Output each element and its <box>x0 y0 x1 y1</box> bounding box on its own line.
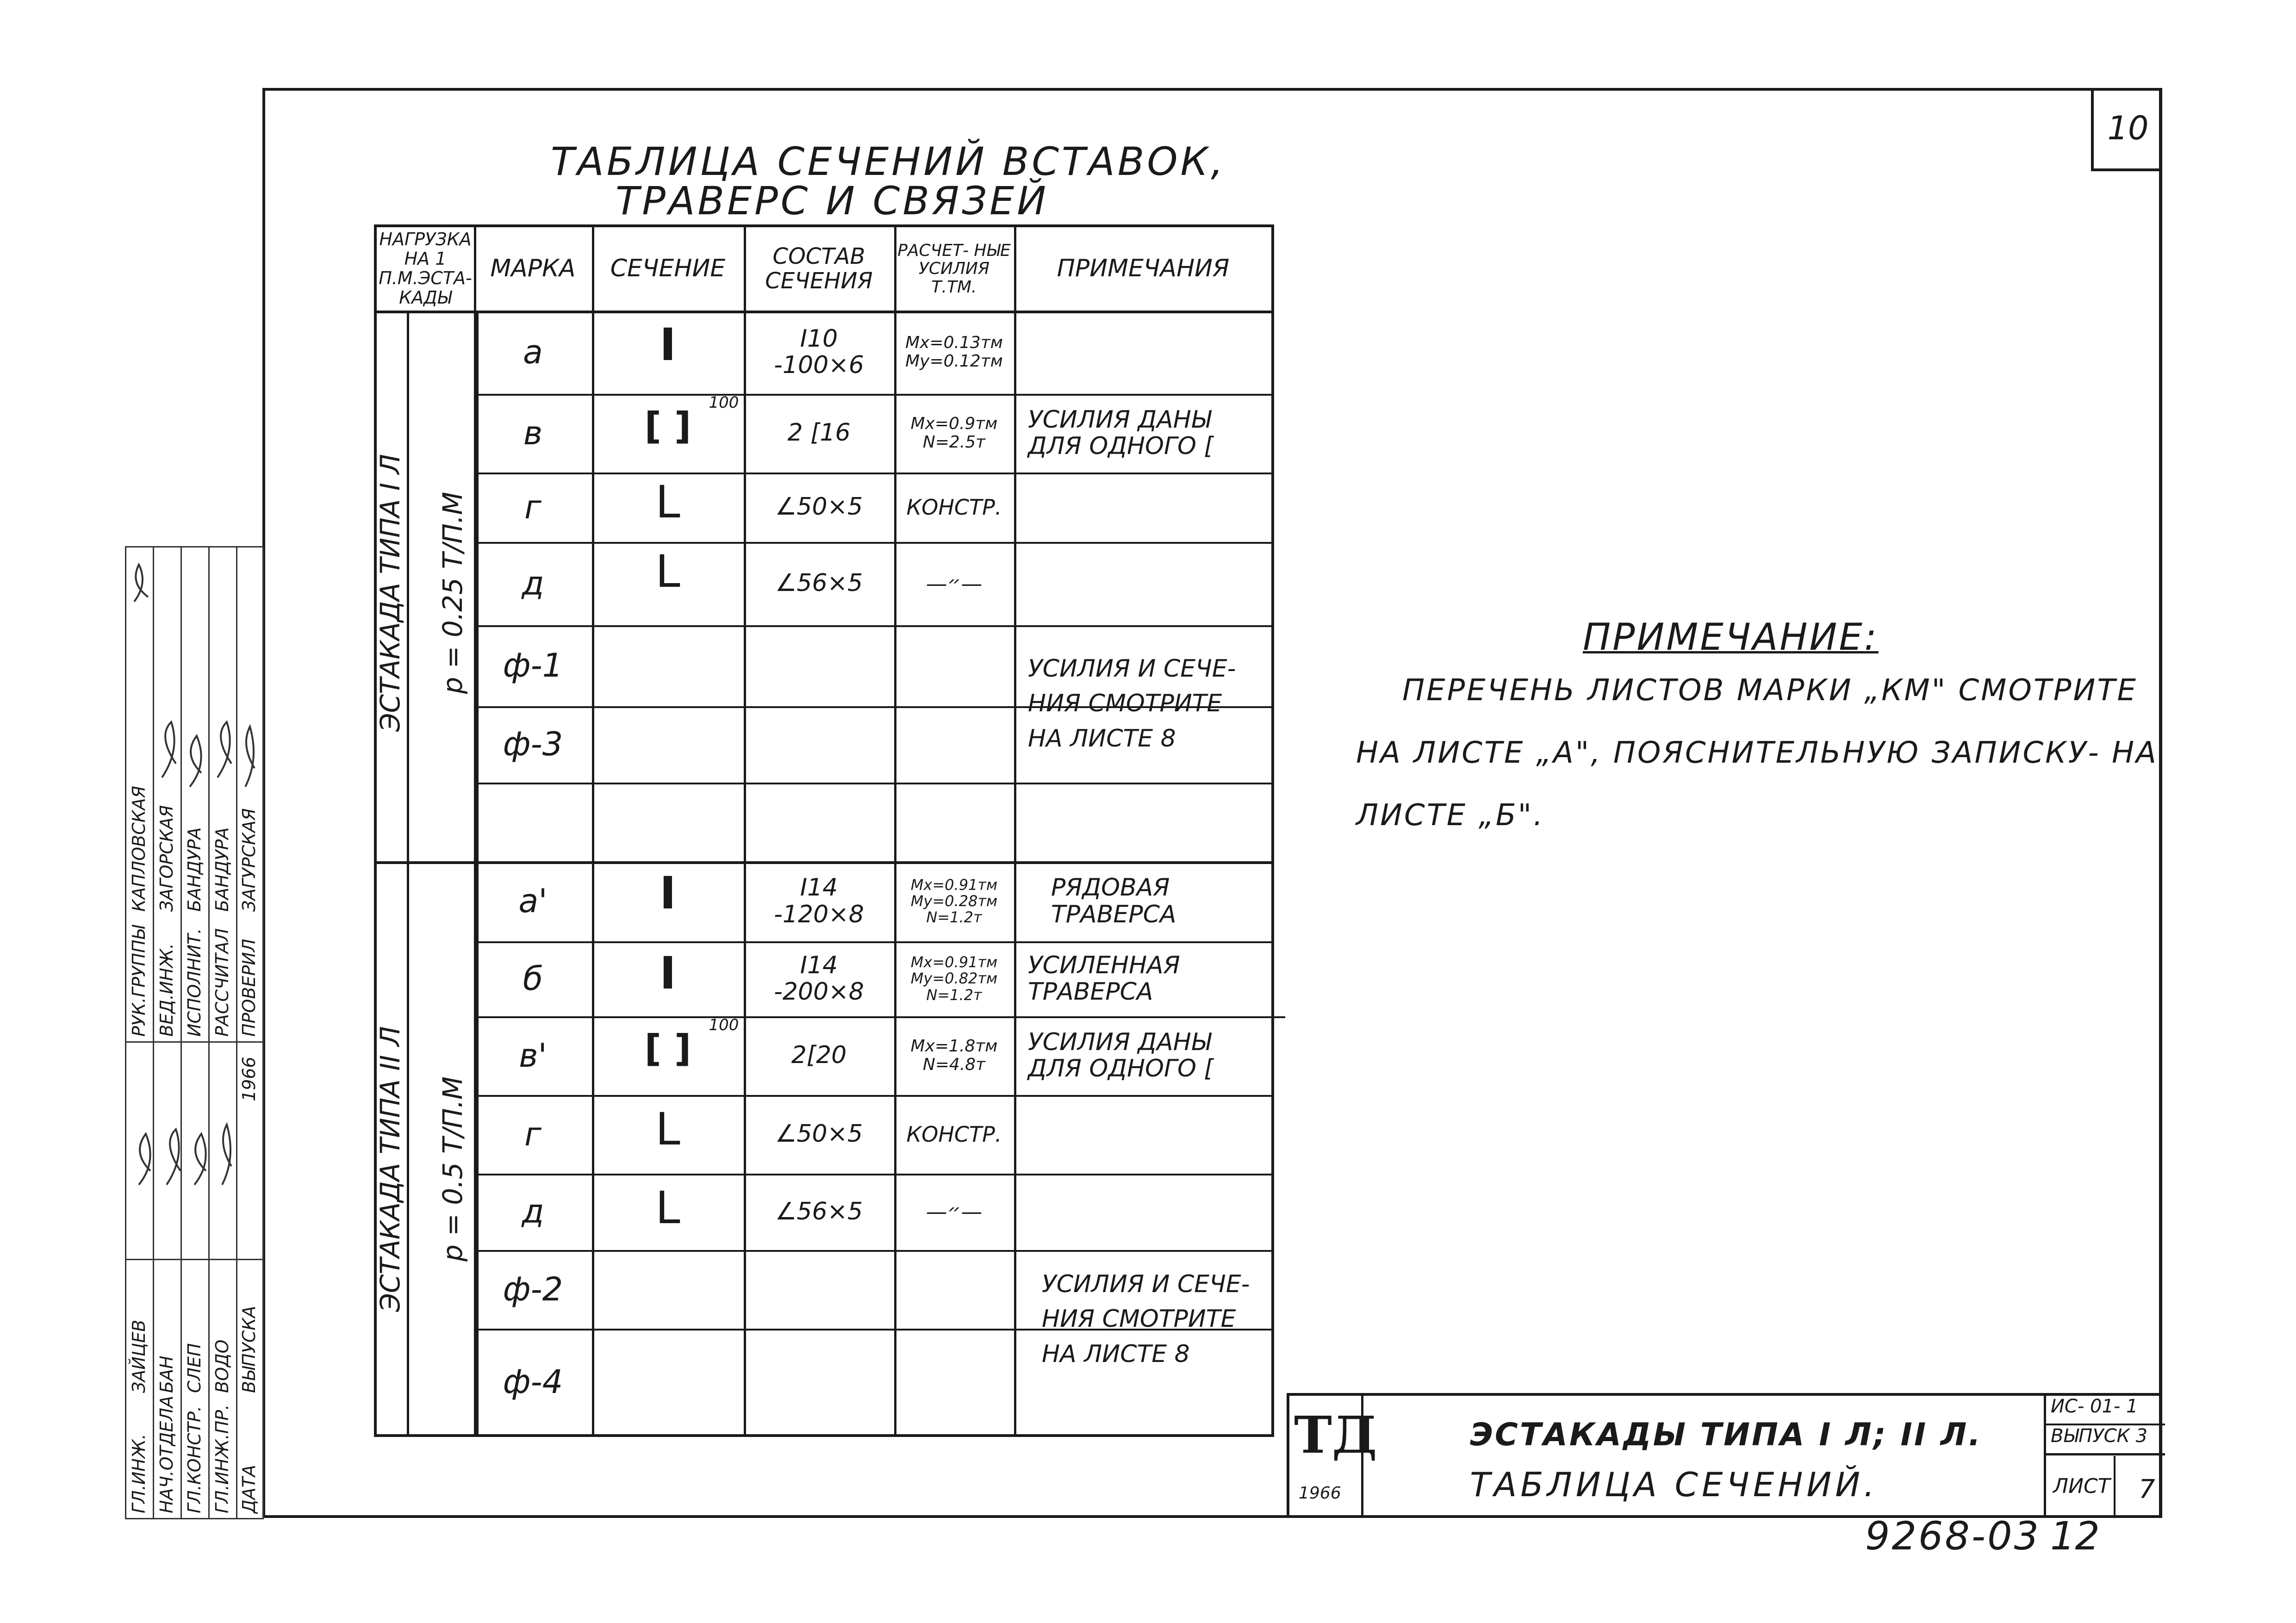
row-composition: ∠50×5 <box>775 1120 863 1148</box>
row-note <box>1014 311 1272 394</box>
doc-page: 12 <box>2050 1513 2100 1559</box>
row-forces: КОНСТР. <box>906 1121 1002 1147</box>
row-mark: ф-4 <box>503 1362 563 1401</box>
row-composition: I14 -120×8 <box>774 874 864 928</box>
row-note: УСИЛИЯ ДАНЫ ДЛЯ ОДНОГО [ <box>1028 405 1213 460</box>
stamp-name: ВОДО <box>212 1339 232 1393</box>
section-table <box>374 224 1274 1437</box>
row-forces: Mx=0.91тм My=0.28тм N=1.2т <box>910 876 998 927</box>
sheet-value: 7 <box>2139 1474 2155 1505</box>
stamp-name: БАНДУРА <box>212 827 232 912</box>
row-mark: а' <box>518 882 548 920</box>
i-beam-icon: I <box>660 867 676 920</box>
row-mark: г <box>524 488 541 526</box>
row-mark: ф-1 <box>503 647 563 684</box>
double-channel-icon: [ ] <box>644 404 691 448</box>
row-note <box>1014 542 1272 625</box>
row-note <box>1014 473 1272 542</box>
angle-icon: L <box>655 1182 680 1234</box>
title-line2: ТАБЛИЦА СЕЧЕНИЙ. <box>1470 1465 1879 1504</box>
row-mark: д <box>522 564 544 603</box>
stamp-role: ВЕД.ИНЖ. <box>156 943 177 1037</box>
row-forces: Mx=0.9тм N=2.5т <box>910 414 998 452</box>
row-composition: ∠56×5 <box>775 569 863 597</box>
row-mark: г <box>524 1115 541 1153</box>
row-mark: а <box>523 333 543 371</box>
note-heading: ПРИМЕЧАНИЕ: <box>1583 616 1879 659</box>
channel-gap-dim: 100 <box>709 1016 739 1035</box>
code-cell <box>2044 1396 2165 1518</box>
row-forces: Mx=1.8тм N=4.8т <box>910 1037 998 1074</box>
stamp-name: КАПЛОВСКАЯ <box>129 785 149 912</box>
row-mark: д <box>522 1193 544 1231</box>
row-composition: ∠56×5 <box>775 1197 863 1225</box>
row-note: УСИЛИЯ И СЕЧЕ- НИЯ СМОТРИТЕ НА ЛИСТЕ 8 <box>1028 654 1236 752</box>
row-forces: —״— <box>926 571 983 596</box>
note-line1: ПЕРЕЧЕНЬ ЛИСТОВ МАРКИ „КМ" СМОТРИТЕ <box>1402 673 2138 708</box>
stamp-role: НАЧ.ОТДЕЛА <box>156 1395 177 1513</box>
approval-stamp <box>125 546 264 1518</box>
row-note: УСИЛЕННАЯ ТРАВЕРСА <box>1028 951 1180 1006</box>
group2-type-label: ЭСТАКАДА ТИПА II Л <box>374 1026 406 1312</box>
row-mark <box>474 783 592 861</box>
row-composition: I14 -200×8 <box>774 951 864 1006</box>
sheet-label: ЛИСТ <box>2046 1456 2116 1518</box>
i-beam-icon: I <box>660 947 676 1000</box>
row-forces: Mx=0.91тм My=0.82тм N=1.2т <box>910 953 998 1004</box>
row-note: УСИЛИЯ И СЕЧЕ- НИЯ СМОТРИТЕ НА ЛИСТЕ 8 <box>1042 1270 1250 1368</box>
stamp-year: 1966 <box>239 1057 259 1101</box>
title-line1: ЭСТАКАДЫ ТИПА I Л; II Л. <box>1470 1417 1983 1453</box>
angle-icon: L <box>655 1103 680 1156</box>
header-composition: СОСТАВ СЕЧЕНИЯ <box>765 243 873 294</box>
header-section: СЕЧЕНИЕ <box>610 255 726 283</box>
row-mark: ф-3 <box>503 725 563 763</box>
i-beam-icon: I <box>660 319 676 371</box>
double-channel-icon: [ ] <box>644 1027 691 1070</box>
stamp-name: ВЫПУСКА <box>239 1306 259 1393</box>
logo-cell <box>1289 1396 1377 1518</box>
row-composition: ∠50×5 <box>775 493 863 521</box>
note-line2: НА ЛИСТЕ „А", ПОЯСНИТЕЛЬНУЮ ЗАПИСКУ- НА <box>1356 736 2158 770</box>
row-mark: в <box>523 414 543 452</box>
note-line3: ЛИСТЕ „Б". <box>1356 798 1545 833</box>
row-mark: б <box>523 959 543 998</box>
issue-number: ВЫПУСК 3 <box>2046 1425 2165 1455</box>
table-title-line1: ТАБЛИЦА СЕЧЕНИЙ ВСТАВОК, <box>551 139 1226 184</box>
angle-icon: L <box>655 476 680 529</box>
group2-load: p = 0.5 Т/П.М <box>437 1076 468 1262</box>
header-load: НАГРУЗКА НА 1 П.М.ЭСТА- КАДЫ <box>379 229 472 308</box>
row-mark: в' <box>519 1036 547 1075</box>
logo-year: 1966 <box>1299 1484 1341 1503</box>
header-notes: ПРИМЕЧАНИЯ <box>1057 255 1230 283</box>
stamp-role: ДАТА <box>239 1465 259 1513</box>
stamp-role: ГЛ.ИНЖ. <box>129 1434 149 1513</box>
title-block <box>1287 1393 2162 1518</box>
row-forces: —״— <box>926 1199 983 1225</box>
row-forces: Mx=0.13тм My=0.12тм <box>905 333 1003 371</box>
header-forces: РАСЧЕТ- НЫЕ УСИЛИЯ Т.ТМ. <box>897 241 1011 297</box>
signature-marks <box>125 546 264 1518</box>
stamp-role: ИСПОЛНИТ. <box>184 928 205 1037</box>
stamp-name: ЗАЙЦЕВ <box>129 1319 149 1393</box>
series-code: ИС- 01- 1 <box>2046 1396 2165 1425</box>
row-forces: КОНСТР. <box>906 494 1002 520</box>
row-mark: ф-2 <box>503 1270 563 1308</box>
stamp-name: БАНДУРА <box>184 827 205 912</box>
group1-load: p = 0.25 Т/П.М <box>437 491 468 694</box>
stamp-name: СЛЕП <box>184 1343 205 1393</box>
row-note: РЯДОВАЯ ТРАВЕРСА <box>1051 874 1176 928</box>
sheet-number: 10 <box>2091 88 2162 171</box>
angle-icon: L <box>655 546 680 598</box>
row-composition: 2[20 <box>791 1041 847 1070</box>
row-note <box>1014 1095 1272 1174</box>
table-title-line2: ТРАВЕРС И СВЯЗЕЙ <box>616 178 1049 224</box>
row-note <box>1014 1174 1272 1250</box>
stamp-role: ГЛ.КОНСТР. <box>184 1405 205 1513</box>
group1-type-label: ЭСТАКАДА ТИПА I Л <box>374 454 406 732</box>
row-composition: 2 [16 <box>787 419 851 447</box>
row-composition: I10 -100×6 <box>774 324 864 379</box>
header-mark: МАРКА <box>490 255 576 283</box>
channel-gap-dim: 100 <box>709 393 739 412</box>
stamp-role: РАССЧИТАЛ <box>212 928 232 1037</box>
stamp-role: РУК.ГРУППЫ <box>129 925 149 1037</box>
stamp-name: БАН <box>156 1356 177 1393</box>
stamp-role: ПРОВЕРИЛ <box>239 939 259 1037</box>
stamp-name: ЗАГУРСКАЯ <box>239 808 259 912</box>
doc-number: 9268-03 <box>1865 1513 2041 1559</box>
stamp-name: ЗАГОРСКАЯ <box>156 805 177 912</box>
logo-td: ТД <box>1294 1405 1377 1465</box>
stamp-role: ГЛ.ИНЖ.ПР. <box>212 1404 232 1513</box>
row-note: УСИЛИЯ ДАНЫ ДЛЯ ОДНОГО [ <box>1028 1028 1213 1082</box>
